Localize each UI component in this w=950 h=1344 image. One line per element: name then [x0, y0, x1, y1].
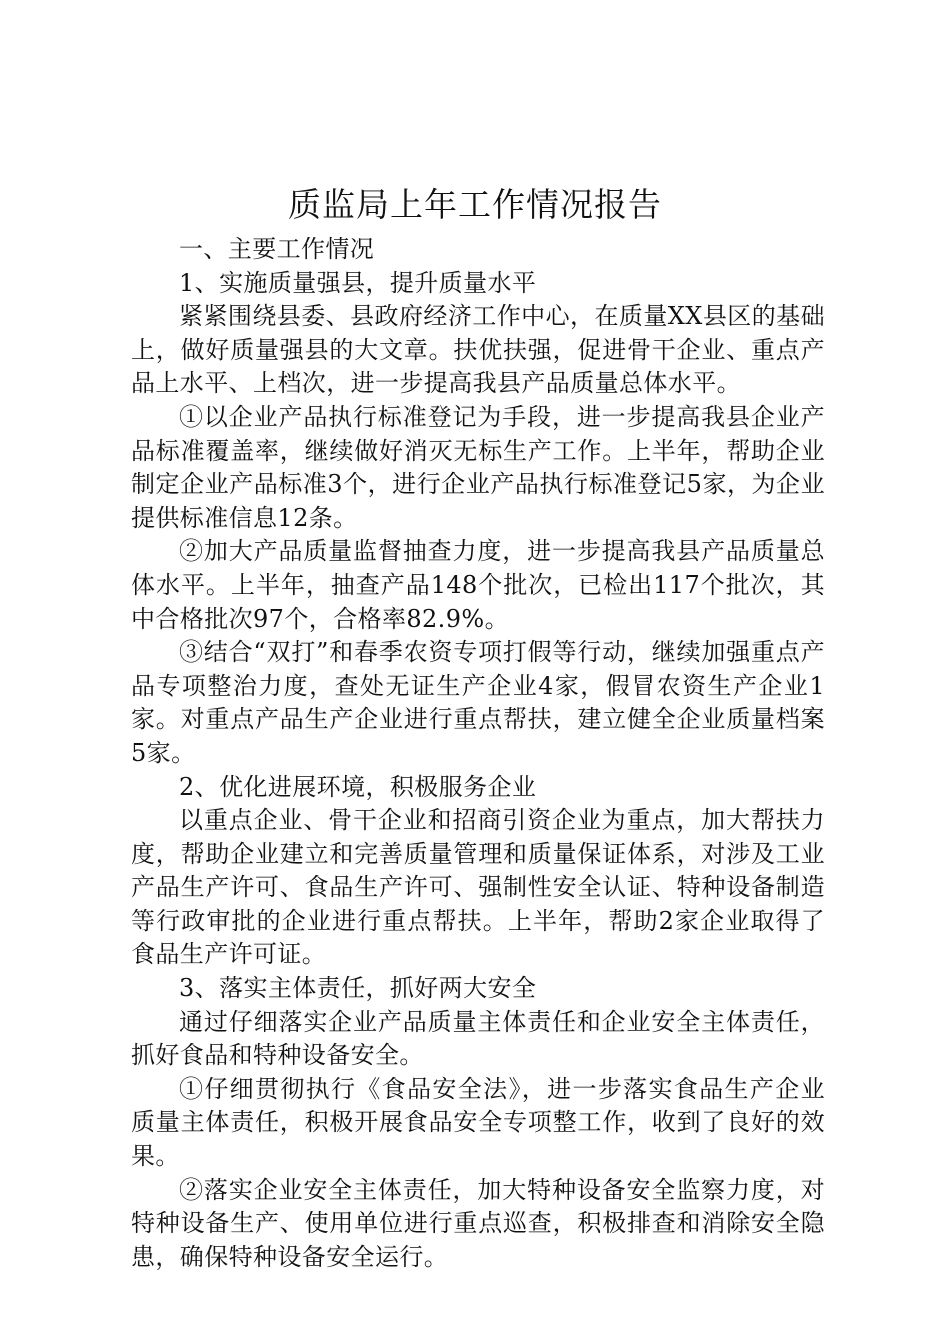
- paragraph-quality-county-intro: 紧紧围绕县委、县政府经济工作中心，在质量XX县区的基础上，做好质量强县的大文章。扶优扶强，促进骨干企业、重点产品上水平、上档次，进一步提高我县产品质量总体水平。: [131, 302, 825, 398]
- paragraph-special-equipment-safety: ②落实企业安全主体责任，加大特种设备安全监察力度，对特种设备生产、使用单位进行重点巡查，积极排查和消除安全隐患，确保特种设备安全运行。: [131, 1175, 825, 1271]
- subsection-heading-quality-county: 1、实施质量强县，提升质量水平: [179, 268, 537, 297]
- paragraph-food-safety: ①仔细贯彻执行《食品安全法》，进一步落实食品生产企业质量主体责任，积极开展食品安全专项整工作，收到了良好的效果。: [131, 1074, 825, 1171]
- paragraph-two-safeties-intro: 通过仔细落实企业产品质量主体责任和企业安全主体责任，抓好食品和特种设备安全。: [131, 1007, 825, 1070]
- paragraph-enterprise-support: 以重点企业、骨干企业和招商引资企业为重点，加大帮扶力度，帮助企业建立和完善质量管理和质量保证体系，对涉及工业产品生产许可、食品生产许可、强制性安全认证、特种设备制造等行政审批的企业进行重点帮扶。上半年，帮助2家企业取得了食品生产许可证。: [131, 806, 825, 969]
- paragraph-quality-inspection: ②加大产品质量监督抽查力度，进一步提高我县产品质量总体水平。上半年，抽查产品148个批次，已检出117个批次，其中合格批次97个，合格率82.9%。: [131, 537, 825, 633]
- paragraph-special-rectification: ③结合“双打”和春季农资专项打假等行动，继续加强重点产品专项整治力度，查处无证生产企业4家，假冒农资生产企业1家。对重点产品生产企业进行重点帮扶，建立健全企业质量档案5家。: [131, 638, 825, 767]
- document-body: [131, 233, 825, 1274]
- subsection-heading-serve-enterprises: 2、优化进展环境，积极服务企业: [179, 772, 537, 801]
- section-heading-main-work: 一、主要工作情况: [179, 235, 375, 263]
- subsection-heading-two-safeties: 3、落实主体责任，抓好两大安全: [179, 974, 537, 1003]
- paragraph-standard-registration: ①以企业产品执行标准登记为手段，进一步提高我县企业产品标准覆盖率，继续做好消灭无标生产工作。上半年，帮助企业制定企业产品标准3个，进行企业产品执行标准登记5家，为企业提供标准信息12条。: [131, 402, 825, 532]
- document-title: 质监局上年工作情况报告: [288, 185, 662, 224]
